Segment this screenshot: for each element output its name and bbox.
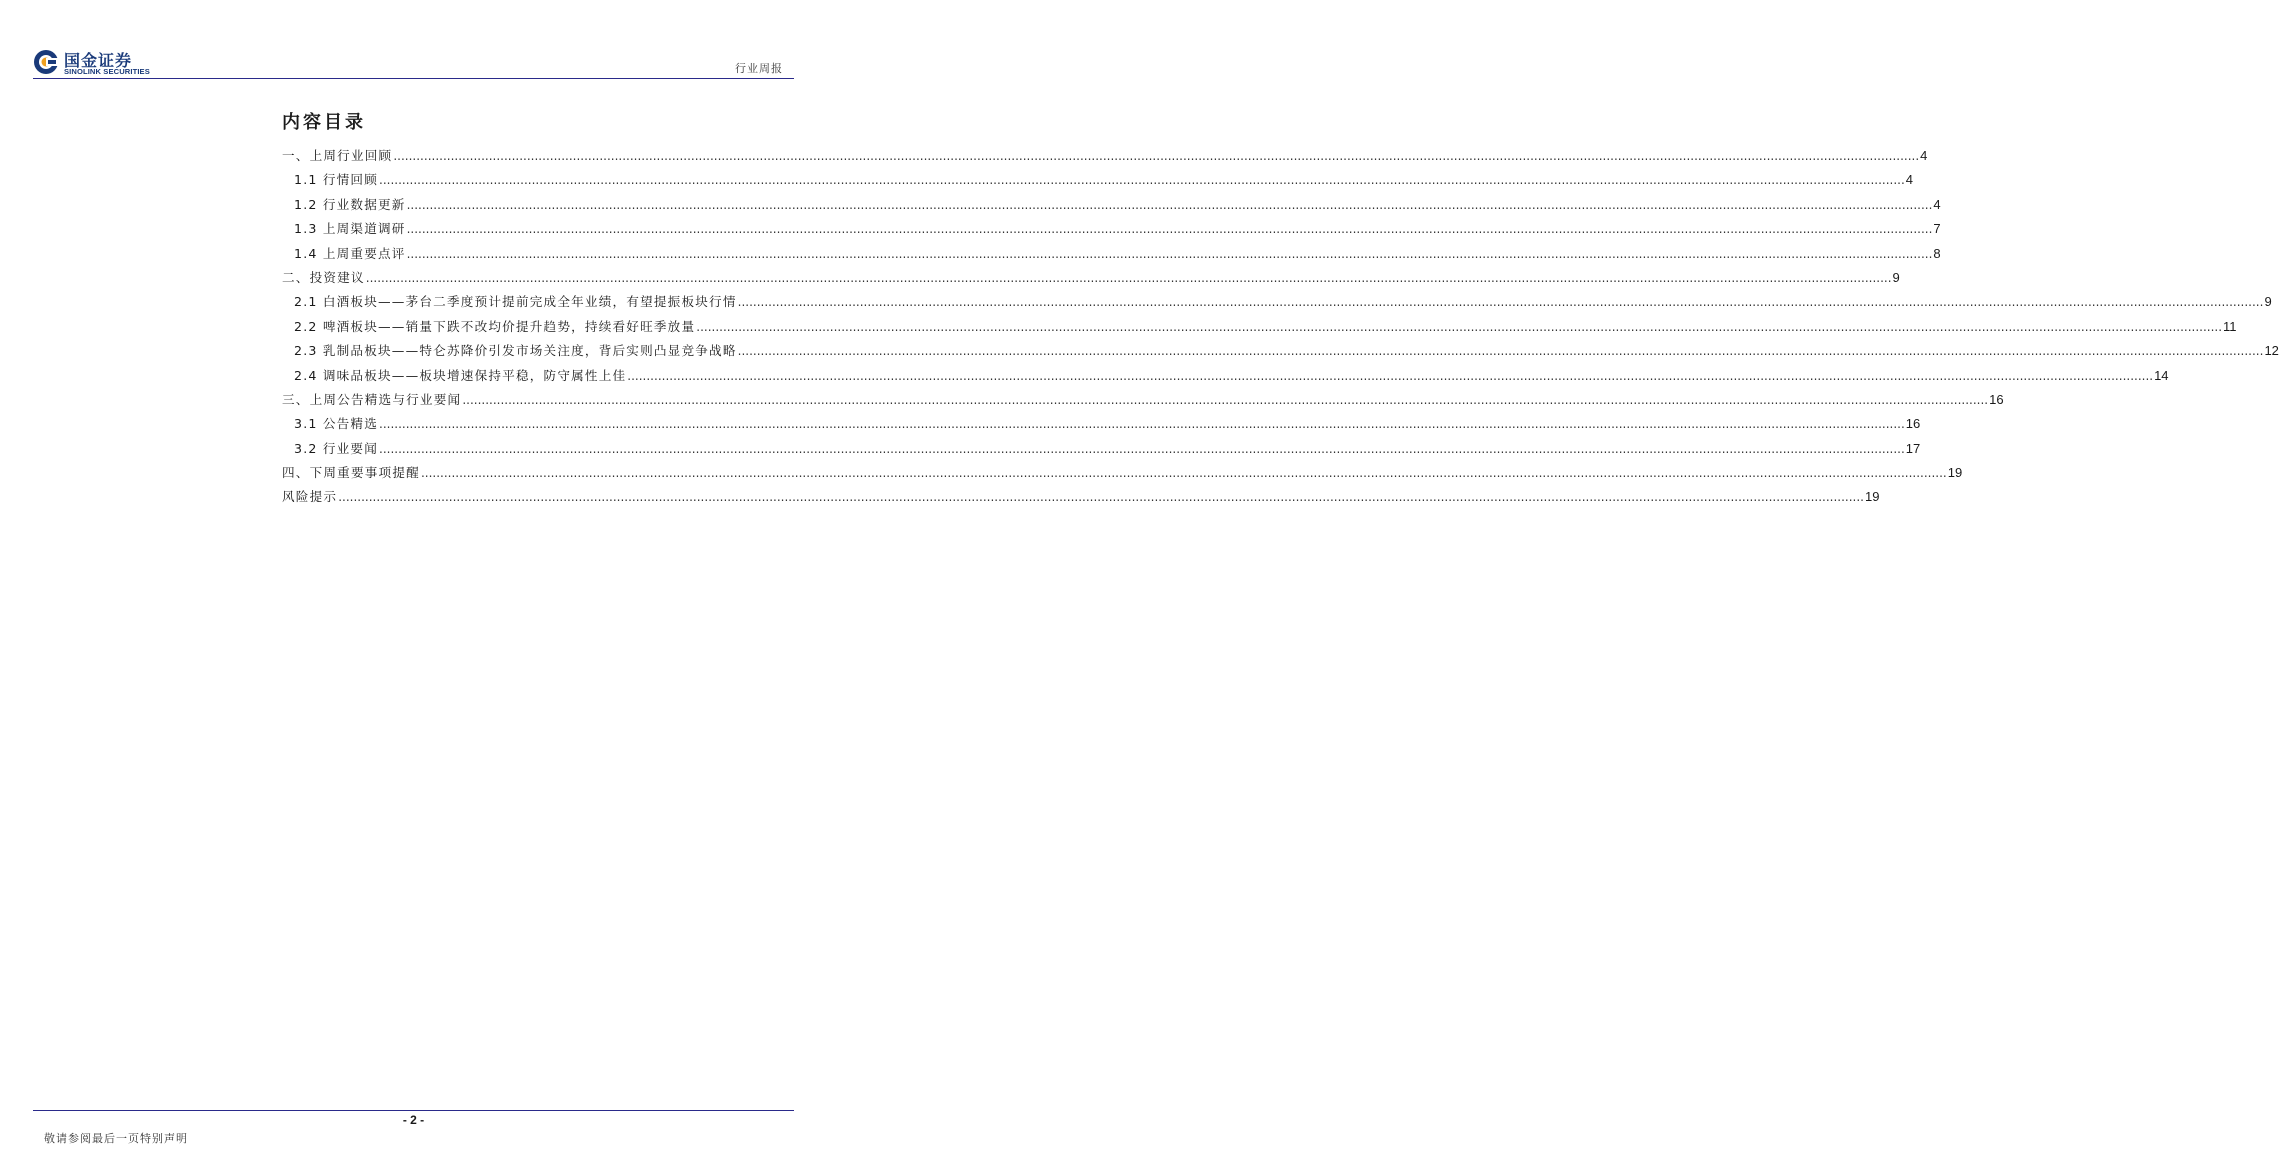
toc-entry-page: 17	[1905, 440, 1921, 456]
toc-title: 内容目录	[282, 112, 366, 133]
toc-dot-leader: ................................................................................................................................................................................................................................................................................................................................................................................................................	[420, 466, 1947, 481]
toc-entry-page: 11	[2223, 318, 2237, 334]
toc-entry-page: 12	[2264, 343, 2279, 359]
table-of-contents	[282, 108, 2279, 511]
toc-entry-title: 2.2 啤酒板块——销量下跌不改均价提升趋势，持续看好旺季放量	[294, 318, 696, 334]
toc-entry-title: 2.1 白酒板块——茅台二季度预计提前完成全年业绩，有望提振板块行情	[294, 294, 737, 310]
toc-entry-page: 19	[1947, 465, 1963, 481]
toc-entry[interactable]	[282, 316, 2237, 340]
toc-entry-page: 9	[1892, 269, 1900, 285]
toc-entry-page: 7	[1933, 221, 1941, 237]
toc-entry[interactable]	[282, 486, 1880, 510]
toc-entry-page: 8	[1933, 245, 1941, 261]
toc-entry-page: 9	[2264, 294, 2272, 310]
toc-entry-title: 三、上周公告精选与行业要闻	[282, 391, 462, 407]
toc-entry[interactable]	[282, 145, 1928, 169]
toc-entry-page: 16	[1905, 416, 1921, 432]
toc-entry-title: 2.4 调味品板块——板块增速保持平稳，防守属性上佳	[294, 367, 627, 383]
toc-entry[interactable]	[282, 291, 2272, 315]
toc-dot-leader: ................................................................................................................................................................................................................................................................................................................................................................................................................	[393, 149, 1920, 163]
toc-entry-page: 4	[1920, 148, 1928, 163]
brand-name-en: SINOLINK SECURITIES	[64, 67, 150, 76]
toc-dot-leader: ................................................................................................................................................................................................................................................................................................................................................................................................................	[379, 173, 1905, 188]
toc-dot-leader: ................................................................................................................................................................................................................................................................................................................................................................................................................	[627, 368, 2154, 383]
toc-entry[interactable]	[282, 243, 1941, 267]
toc-entry-title: 一、上周行业回顾	[282, 148, 393, 163]
toc-dot-leader: ................................................................................................................................................................................................................................................................................................................................................................................................................	[379, 441, 1905, 456]
toc-entry-title: 1.1 行情回顾	[294, 172, 379, 188]
toc-entry-page: 14	[2154, 367, 2169, 383]
toc-entry[interactable]	[282, 413, 1921, 437]
toc-entry[interactable]	[282, 169, 1914, 193]
toc-dot-leader: ................................................................................................................................................................................................................................................................................................................................................................................................................	[379, 417, 1905, 432]
page-header	[0, 0, 827, 80]
page-number: - 2 -	[402, 1113, 425, 1127]
toc-dot-leader: ................................................................................................................................................................................................................................................................................................................................................................................................................	[406, 197, 1933, 212]
toc-dot-leader: ................................................................................................................................................................................................................................................................................................................................................................................................................	[696, 319, 2223, 334]
toc-dot-leader: ................................................................................................................................................................................................................................................................................................................................................................................................................	[406, 246, 1933, 261]
toc-entry-title: 2.3 乳制品板块——特仑苏降价引发市场关注度，背后实则凸显竞争战略	[294, 343, 737, 359]
toc-entry[interactable]	[282, 389, 2004, 413]
toc-dot-leader: ................................................................................................................................................................................................................................................................................................................................................................................................................	[462, 392, 1989, 407]
toc-entry-title: 四、下周重要事项提醒	[282, 465, 420, 481]
toc-entry-title: 3.1 公告精选	[294, 416, 379, 432]
sinolink-logo-icon	[33, 49, 59, 75]
toc-entry[interactable]	[282, 194, 1941, 218]
footer-divider	[33, 1110, 794, 1111]
toc-entry-title: 1.3 上周渠道调研	[294, 221, 406, 237]
toc-entry-page: 4	[1905, 172, 1914, 188]
toc-entry-title: 风险提示	[282, 489, 338, 505]
toc-entry[interactable]	[282, 218, 1941, 242]
toc-entry-page: 19	[1864, 489, 1880, 505]
toc-entry[interactable]	[282, 267, 1900, 291]
toc-dot-leader: ................................................................................................................................................................................................................................................................................................................................................................................................................	[737, 295, 2264, 310]
toc-entry-title: 3.2 行业要闻	[294, 440, 379, 456]
toc-entry[interactable]	[282, 365, 2169, 389]
toc-entry[interactable]	[282, 462, 1963, 486]
report-type-label: 行业周报	[735, 62, 783, 75]
header-divider	[33, 78, 794, 79]
toc-entry-title: 二、投资建议	[282, 269, 365, 285]
toc-dot-leader: ................................................................................................................................................................................................................................................................................................................................................................................................................	[737, 344, 2264, 359]
toc-dot-leader: ................................................................................................................................................................................................................................................................................................................................................................................................................	[406, 222, 1933, 237]
brand-name-cn: 国金证券	[64, 51, 133, 70]
toc-entry-page: 4	[1933, 196, 1941, 212]
footer-disclaimer: 敬请参阅最后一页特别声明	[44, 1132, 188, 1145]
toc-entry[interactable]	[282, 438, 1921, 462]
toc-list	[282, 145, 2279, 511]
toc-entry-title: 1.4 上周重要点评	[294, 245, 406, 261]
toc-entry-page: 16	[1989, 391, 2004, 407]
toc-entry-title: 1.2 行业数据更新	[294, 196, 406, 212]
toc-dot-leader: ................................................................................................................................................................................................................................................................................................................................................................................................................	[365, 270, 1892, 285]
toc-dot-leader: ................................................................................................................................................................................................................................................................................................................................................................................................................	[338, 490, 1864, 505]
toc-entry[interactable]	[282, 340, 2279, 364]
